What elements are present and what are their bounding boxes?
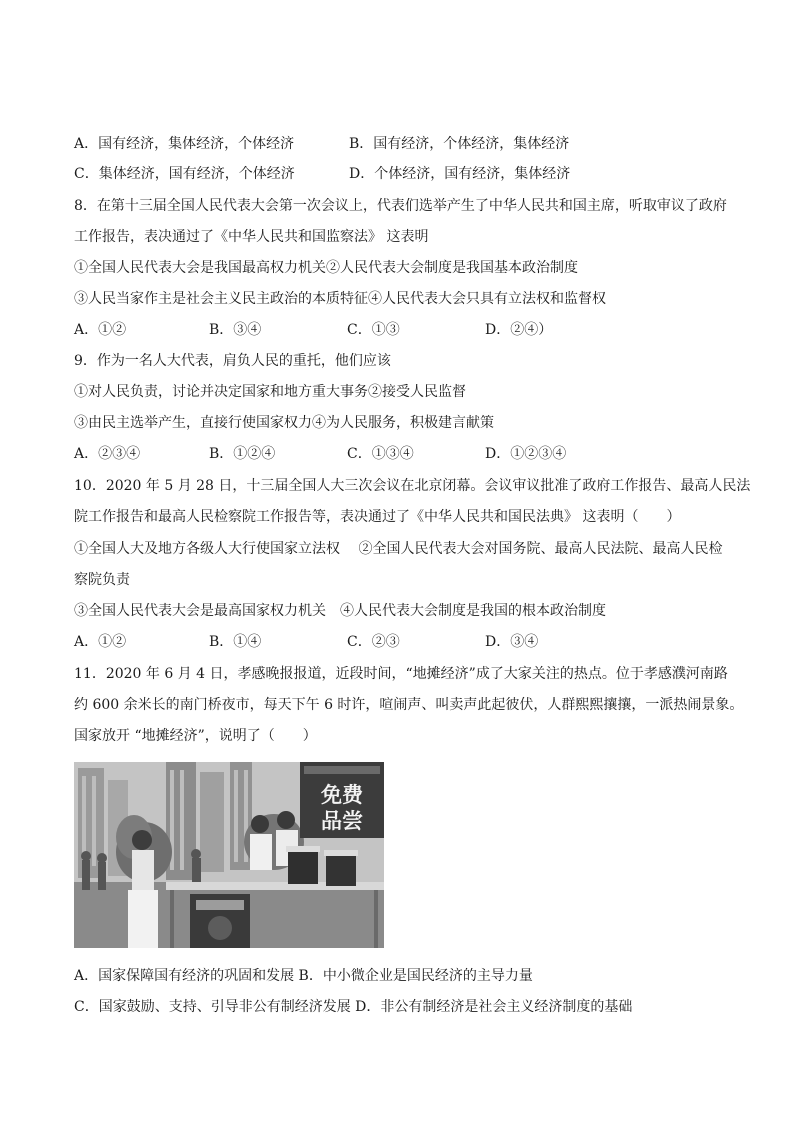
q8-item-line-2: ③人民当家作主是社会主义民主政治的本质特征④人民代表大会只具有立法权和监督权 <box>74 291 606 307</box>
q10-option-c: C．②③ <box>347 634 400 650</box>
q7-option-d: D．个体经济，国有经济，集体经济 <box>349 166 571 182</box>
q8-item-line-1: ①全国人民代表大会是我国最高权力机关②人民代表大会制度是我国基本政治制度 <box>74 260 578 276</box>
q7-option-b: B．国有经济，个体经济，集体经济 <box>349 136 570 152</box>
q8-option-d: D．②④） <box>485 322 553 338</box>
q10-option-d: D．③④ <box>485 634 539 650</box>
street-stall-photo <box>74 762 384 948</box>
q8-option-b: B．③④ <box>209 322 262 338</box>
q10-item-line-2: 察院负责 <box>74 572 130 588</box>
street-stall-illustration <box>74 762 384 948</box>
q10-stem-line-1: 10．2020 年 5 月 28 日，十三届全国人大三次会议在北京闭幕。会议审议批准了政府工作报告、最高人民法 <box>74 478 751 494</box>
q11-options-line-1: A．国家保障国有经济的巩固和发展 B．中小微企业是国民经济的主导力量 <box>74 968 533 984</box>
q8-option-c: C．①③ <box>347 322 400 338</box>
q9-option-c: C．①③④ <box>347 446 414 462</box>
q7-option-a: A．国有经济，集体经济，个体经济 <box>74 136 295 152</box>
q11-stem-line-3: 国家放开 “地摊经济”，说明了（ ） <box>74 728 317 744</box>
q8-stem-line-2: 工作报告，表决通过了《中华人民共和国监察法》 这表明 <box>74 229 429 245</box>
q8-stem-line-1: 8．在第十三届全国人民代表大会第一次会议上，代表们选举产生了中华人民共和国主席，听取审议了政府 <box>74 198 727 214</box>
q8-option-a: A．①② <box>74 322 127 338</box>
q11-stem-line-1: 11．2020 年 6 月 4 日，孝感晚报报道，近段时间，“地摊经济”成了大家关注的热点。位于孝感濮河南路 <box>74 666 728 682</box>
q10-option-b: B．①④ <box>209 634 262 650</box>
q11-options-line-2: C．国家鼓励、支持、引导非公有制经济发展 D．非公有制经济是社会主义经济制度的基础 <box>74 999 633 1015</box>
q10-stem-line-2: 院工作报告和最高人民检察院工作报告等，表决通过了《中华人民共和国民法典》 这表明（ ） <box>74 509 681 525</box>
q9-stem: 9．作为一名人大代表，肩负人民的重托，他们应该 <box>74 353 391 369</box>
sign-text-line-2: 品尝 <box>321 809 363 833</box>
q11-stem-line-2: 约 600 余米长的南门桥夜市，每天下午 6 时许，喧闹声、叫卖声此起彼伏，人群熙熙攘攘，一派热闹景象。 <box>74 697 744 713</box>
q7-option-c: C．集体经济，国有经济，个体经济 <box>74 166 295 182</box>
sign-text-line-1: 免费 <box>321 783 363 807</box>
q10-item-line-3: ③全国人民代表大会是最高国家权力机关 ④人民代表大会制度是我国的根本政治制度 <box>74 603 606 619</box>
q10-option-a: A．①② <box>74 634 127 650</box>
q10-item-line-1: ①全国人大及地方各级人大行使国家立法权 ②全国人民代表大会对国务院、最高人民法院、最高人民检 <box>74 541 723 557</box>
q9-item-line-1: ①对人民负责，讨论并决定国家和地方重大事务②接受人民监督 <box>74 384 466 400</box>
q9-option-d: D．①②③④ <box>485 446 567 462</box>
q9-item-line-2: ③由民主选举产生，直接行使国家权力④为人民服务，积极建言献策 <box>74 415 494 431</box>
q9-option-a: A．②③④ <box>74 446 141 462</box>
q9-option-b: B．①②④ <box>209 446 276 462</box>
